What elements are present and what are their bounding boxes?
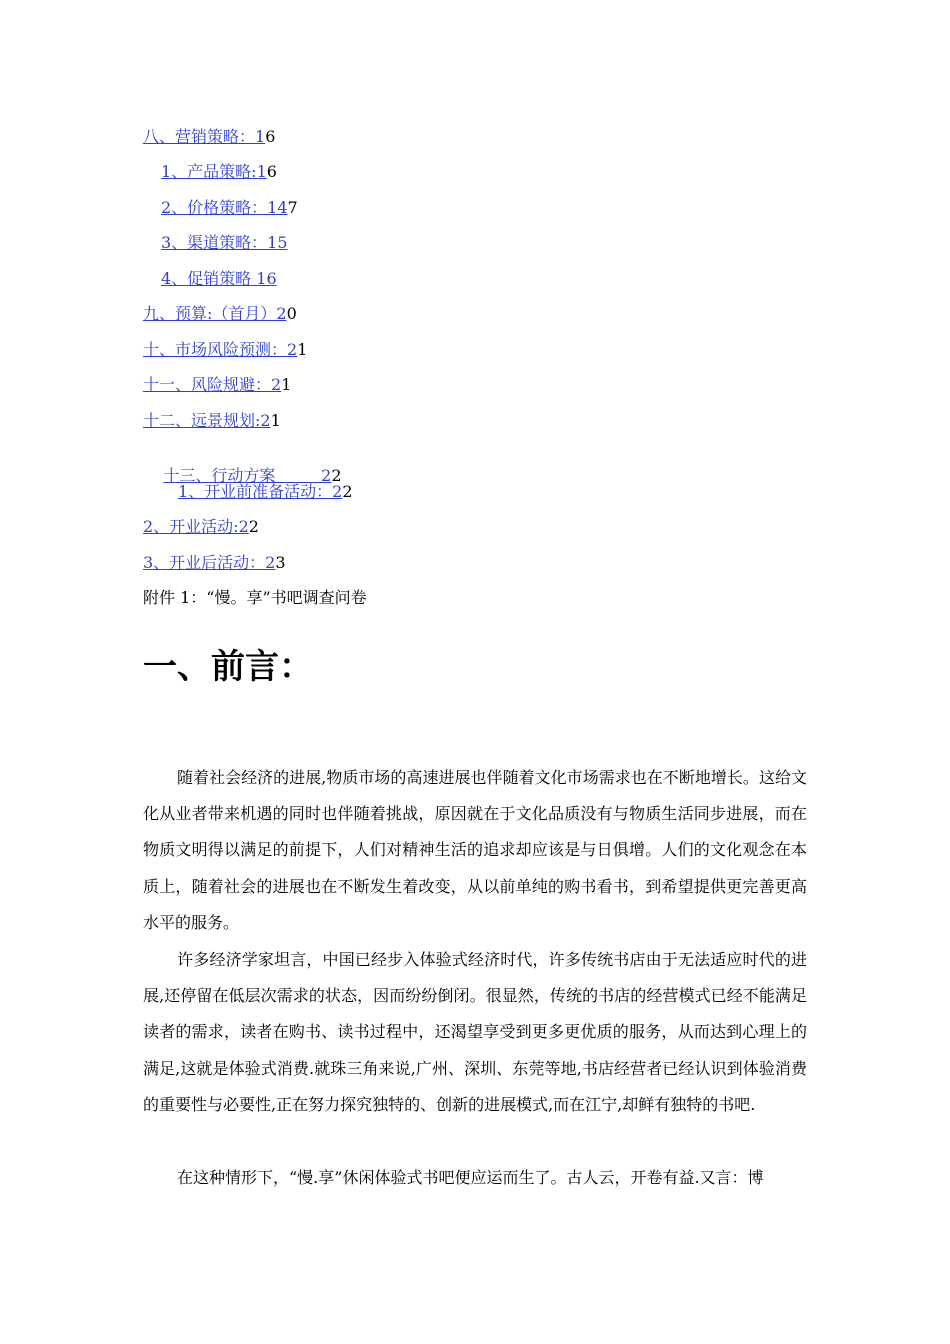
toc-link[interactable]: 2、价格策略：14 (161, 198, 288, 217)
toc-entry-risk-avoidance[interactable] (143, 375, 291, 395)
toc-page-number: 6 (265, 127, 276, 146)
toc-link[interactable]: 1、产品策略:1 (161, 162, 267, 181)
paragraph (143, 942, 807, 1123)
toc-page-number: 1 (281, 375, 292, 394)
toc-page-number: 1 (270, 411, 281, 430)
toc-entry-risk-forecast[interactable] (143, 340, 307, 360)
toc-entry-channel[interactable] (161, 233, 288, 253)
toc-entry-budget[interactable] (143, 304, 297, 324)
toc-entry-opening[interactable] (143, 517, 259, 537)
toc-entry-post-opening[interactable] (143, 553, 286, 573)
toc-entry-appendix (143, 588, 367, 608)
toc-page-number: 2 (331, 466, 342, 485)
toc-link[interactable]: 八、营销策略：1 (143, 127, 266, 146)
section-heading-preface: 一、前言： (143, 647, 313, 687)
toc-entry-pre-opening[interactable] (143, 482, 353, 502)
toc-entry-vision[interactable] (143, 411, 281, 431)
toc-entry-promotion[interactable] (161, 269, 277, 289)
paragraph-text: 在这种情形下，“慢.享”休闲体验式书吧便应运而生了。古人云，开卷有益.又言：博 (177, 1168, 764, 1187)
toc-link[interactable]: 十一、风险规避：2 (143, 375, 282, 394)
toc-link[interactable]: 九、预算:（首月）2 (143, 304, 287, 323)
toc-link[interactable]: 十二、远景规划:2 (143, 411, 271, 430)
toc-page-number: 0 (286, 304, 297, 323)
toc-entry-price[interactable] (161, 198, 298, 218)
toc-page-number: 6 (266, 162, 277, 181)
paragraph-text: 许多经济学家坦言，中国已经步入体验式经济时代，许多传统书店由于无法适应时代的进展,还停留在低层次需求的状态，因而纷纷倒闭。很显然，传统的书店的经营模式已经不能满足读者的需求，读者在购书、读书过程中，还渴望享受到更多更优质的服务，从而达到心理上的满足,这就是体验式消费.就珠三角来说,广州、深圳、东莞等地,书店经营者已经认识到体验消费的重要性与必要性,正在努力探究独特的、创新的进展模式,而在江宁,却鲜有独特的书吧. (143, 950, 807, 1114)
toc-page-number: 3 (275, 553, 286, 572)
toc-link[interactable]: 4、促销策略 16 (161, 269, 277, 288)
toc-entry-marketing[interactable] (143, 127, 275, 147)
paragraph (143, 1160, 807, 1196)
toc-link[interactable]: 2、开业活动:2 (143, 517, 249, 536)
toc-link[interactable]: 1、开业前准备活动：2 (178, 482, 343, 501)
toc-page-number: 2 (248, 517, 259, 536)
toc-entry-product[interactable] (161, 162, 277, 182)
paragraph-text: 随着社会经济的进展,物质市场的高速进展也伴随着文化市场需求也在不断地增长。这给文化从业者带来机遇的同时也伴随着挑战，原因就在于文化品质没有与物质生活同步进展，而在物质文明得以满足的前提下，人们对精神生活的追求却应该是与日俱增。人们的文化观念在本质上，随着社会的进展也在不断发生着改变，从以前单纯的购书看书，到希望提供更完善更高水平的服务。 (143, 768, 807, 932)
toc-page-number: 2 (342, 482, 353, 501)
toc-link[interactable]: 3、开业后活动：2 (143, 553, 276, 572)
appendix-text: 附件 1：“慢。享”书吧调查问卷 (143, 588, 367, 607)
toc-page-number: 1 (297, 340, 308, 359)
toc-link[interactable]: 3、渠道策略：15 (161, 233, 288, 252)
toc-link[interactable]: 十、市场风险预测：2 (143, 340, 298, 359)
paragraph (143, 760, 807, 941)
toc-page-number: 7 (287, 198, 298, 217)
toc-link[interactable]: 十三、行动方案 2 (163, 466, 332, 485)
